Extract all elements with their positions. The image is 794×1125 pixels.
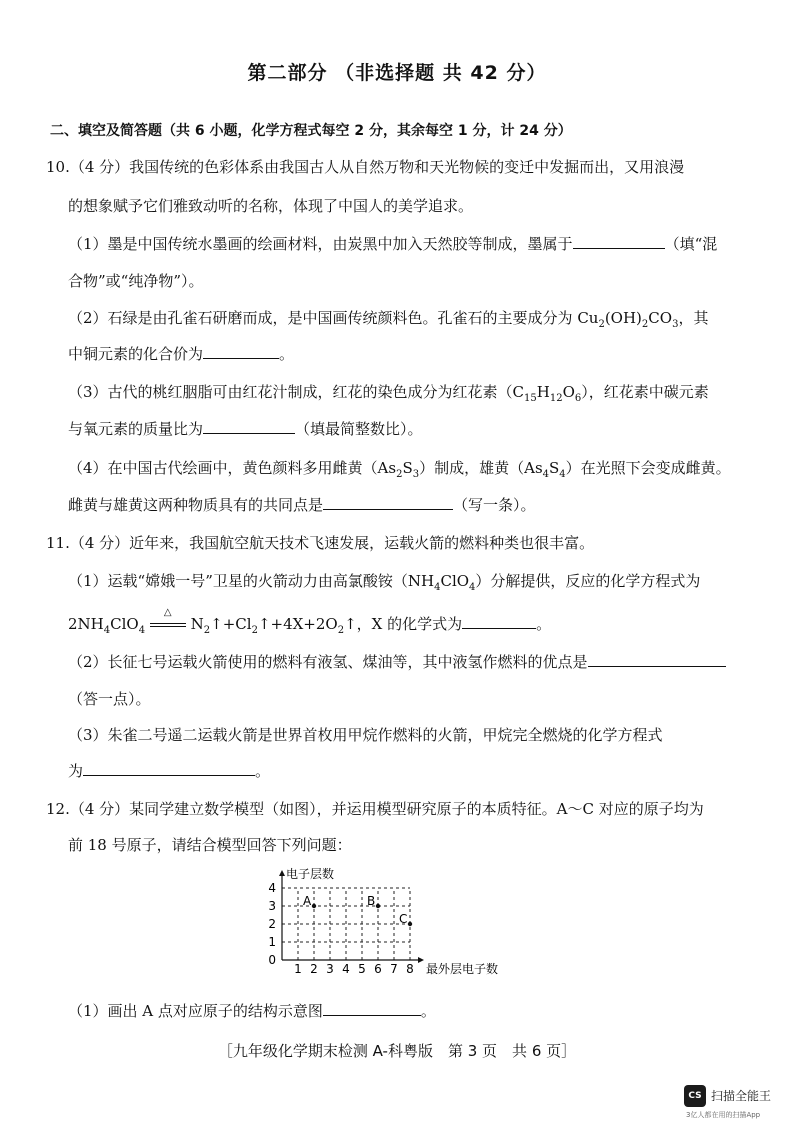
question-10-part-2-cont: [68, 343, 294, 364]
part-text: 为: [68, 762, 84, 780]
x-axis-label: 最外层电子数: [426, 962, 499, 976]
subscript: 4: [542, 469, 550, 480]
part-text: ），红花素中碳元素: [581, 383, 709, 401]
data-point-b: [376, 904, 380, 908]
question-10-part-4: [68, 457, 731, 480]
equation-text: ↑+Cl: [210, 615, 252, 633]
question-12-line-2: 前 18 号原子，请结合模型回答下列问题：: [68, 836, 352, 854]
x-tick-label: 4: [342, 962, 350, 976]
page-title: 第二部分 （非选择题 共 42 分）: [247, 62, 547, 84]
part-text: S: [549, 459, 560, 477]
subscript: 6: [574, 393, 582, 404]
question-11-part-3-cont: [68, 760, 270, 781]
scanner-watermark: [684, 1085, 794, 1125]
y-tick-label: 3: [268, 899, 276, 913]
question-10-line-2: 的想象赋予它们雅致动听的名称，体现了中国人的美学追求。: [68, 197, 474, 215]
part-text: （2）长征七号运载火箭使用的燃料有液氢、煤油等，其中液氢作燃料的优点是: [68, 653, 588, 671]
question-number: 11.: [46, 534, 70, 552]
data-point-c: [408, 922, 412, 926]
part-text: O: [562, 383, 575, 401]
part-text: （2）石绿是由孔雀石研磨而成，是中国画传统颜料色。孔雀石的主要成分为 Cu: [68, 309, 599, 327]
x-axis-arrow: [418, 957, 424, 963]
part-text: 雌黄与雄黄这两种物质具有的共同点是: [68, 496, 324, 514]
equation-text: ↑+4X+2O: [257, 615, 338, 633]
part-text: H: [536, 383, 550, 401]
part-text: ClO: [440, 572, 470, 590]
y-tick-label: 0: [268, 953, 276, 967]
part-text: （写一条）。: [453, 496, 536, 514]
part-text: 中铜元素的化合价为: [68, 345, 204, 363]
equation-text: N: [190, 615, 204, 633]
question-12-part-1: [68, 1000, 436, 1021]
data-point-label-b: B: [367, 894, 376, 908]
answer-blank[interactable]: [203, 344, 279, 359]
question-10-part-3-cont: [68, 418, 423, 439]
equation-text: 。: [536, 615, 552, 633]
subscript: 4: [559, 469, 566, 480]
answer-blank[interactable]: [462, 614, 536, 629]
y-tick-label: 2: [268, 917, 276, 931]
question-stem: （4 分）某同学建立数学模型（如图），并运用模型研究原子的本质特征。A～C 对应的原子均为: [69, 800, 704, 818]
part-text: ）在光照下会变成雌黄。: [565, 459, 731, 477]
subscript: 2: [251, 625, 258, 636]
part-text: 。: [420, 1002, 436, 1020]
question-11-part-2: [68, 651, 726, 672]
data-point-label-c: C: [399, 912, 408, 926]
subscript: 3: [672, 319, 679, 330]
subscript: 12: [549, 393, 563, 404]
part-text: （4）在中国古代绘画中，黄色颜料多用雌黄（As: [68, 459, 397, 477]
question-10-part-3: [68, 381, 709, 404]
question-stem: （4 分）我国传统的色彩体系由我国古人从自然万物和天光物候的变迁中发掘而出，又用浪漫: [69, 158, 685, 176]
part-text: （填最简整数比）。: [295, 420, 423, 438]
camscanner-logo-icon: CS: [684, 1085, 706, 1107]
part-text: 与氧元素的质量比为: [68, 420, 204, 438]
y-axis-arrow: [279, 870, 285, 876]
x-tick-label: 6: [374, 962, 382, 976]
subscript: 15: [524, 393, 537, 404]
answer-blank[interactable]: [588, 652, 726, 667]
part-text: （1）墨是中国传统水墨画的绘画材料，由炭黑中加入天然胶等制成，墨属于: [68, 235, 573, 253]
question-10-part-1-cont: 合物”或“纯净物”）。: [68, 272, 204, 290]
answer-blank[interactable]: [323, 1001, 421, 1016]
part-text: S: [402, 459, 413, 477]
x-tick-label: 8: [406, 962, 414, 976]
part-text: (OH): [604, 309, 642, 327]
question-number: 12.: [46, 800, 70, 818]
equation-text: 2NH: [68, 615, 104, 633]
x-tick-label: 5: [358, 962, 366, 976]
equation-text: ↑，X 的化学式为: [344, 615, 463, 633]
heat-symbol: △: [163, 607, 172, 618]
part-text: ）分解提供，反应的化学方程式为: [475, 572, 701, 590]
subscript: 4: [434, 582, 441, 593]
y-tick-label: 1: [268, 935, 276, 949]
equation-text: ClO: [110, 615, 139, 633]
answer-blank[interactable]: [203, 419, 295, 434]
question-11-equation: [68, 607, 552, 636]
part-text: CO: [648, 309, 673, 327]
electron-shell-model-chart: [262, 862, 522, 980]
question-10-line-1: [46, 156, 684, 177]
answer-blank[interactable]: [573, 234, 665, 249]
part-text: ）制成，雄黄（As: [419, 459, 543, 477]
question-11-part-2-cont: （答一点）。: [68, 690, 151, 708]
subscript: 3: [412, 469, 420, 480]
page-footer: ［九年级化学期末检测 A-科粤版 第 3 页 共 6 页］: [217, 1042, 577, 1060]
answer-blank[interactable]: [323, 495, 453, 510]
subscript: 2: [337, 625, 345, 636]
part-text: ，其: [678, 309, 709, 327]
watermark-tagline: 3亿人都在用的扫描App: [686, 1111, 761, 1119]
part-text: （1）运载“嫦娥一号”卫星的火箭动力由高氯酸铵（NH: [68, 572, 435, 590]
x-tick-label: 7: [390, 962, 398, 976]
data-point-label-a: A: [303, 894, 312, 908]
watermark-name: 扫描全能王: [711, 1089, 772, 1103]
reaction-arrow: [150, 607, 186, 631]
question-10-part-4-cont: [68, 494, 536, 515]
part-text: （1）画出 A 点对应原子的结构示意图: [68, 1002, 323, 1020]
subscript: 2: [598, 319, 605, 330]
question-12-line-1: [46, 798, 704, 819]
question-11-line-1: [46, 532, 594, 553]
subscript: 4: [138, 625, 146, 636]
subscript: 4: [469, 582, 476, 593]
subscript: 2: [203, 625, 211, 636]
data-point-a: [312, 904, 316, 908]
y-tick-label: 4: [268, 881, 276, 895]
answer-blank[interactable]: [83, 761, 255, 776]
part-text: （填“混: [664, 235, 718, 253]
question-stem: （4 分）近年来，我国航空航天技术飞速发展，运载火箭的燃料种类也很丰富。: [69, 534, 595, 552]
part-text: 。: [255, 762, 271, 780]
subscript: 2: [396, 469, 403, 480]
y-axis-label: 电子层数: [286, 867, 335, 881]
part-text: 。: [279, 345, 295, 363]
question-number: 10.: [46, 158, 70, 176]
x-tick-label: 3: [326, 962, 334, 976]
question-11-part-3: （3）朱雀二号遥二运载火箭是世界首枚用甲烷作燃料的火箭，甲烷完全燃烧的化学方程式: [68, 726, 663, 744]
subscript: 4: [103, 625, 111, 636]
question-10-part-2: [68, 307, 708, 330]
x-tick-label: 2: [310, 962, 318, 976]
question-10-part-1: [68, 233, 717, 254]
x-tick-label: 1: [294, 962, 302, 976]
question-11-part-1: [68, 570, 700, 593]
part-text: （3）古代的桃红胭脂可由红花汁制成，红花的染色成分为红花素（C: [68, 383, 525, 401]
subscript: 2: [641, 319, 649, 330]
section-heading: 二、填空及简答题（共 6 小题，化学方程式每空 2 分，其余每空 1 分，计 24 分）: [50, 123, 572, 139]
